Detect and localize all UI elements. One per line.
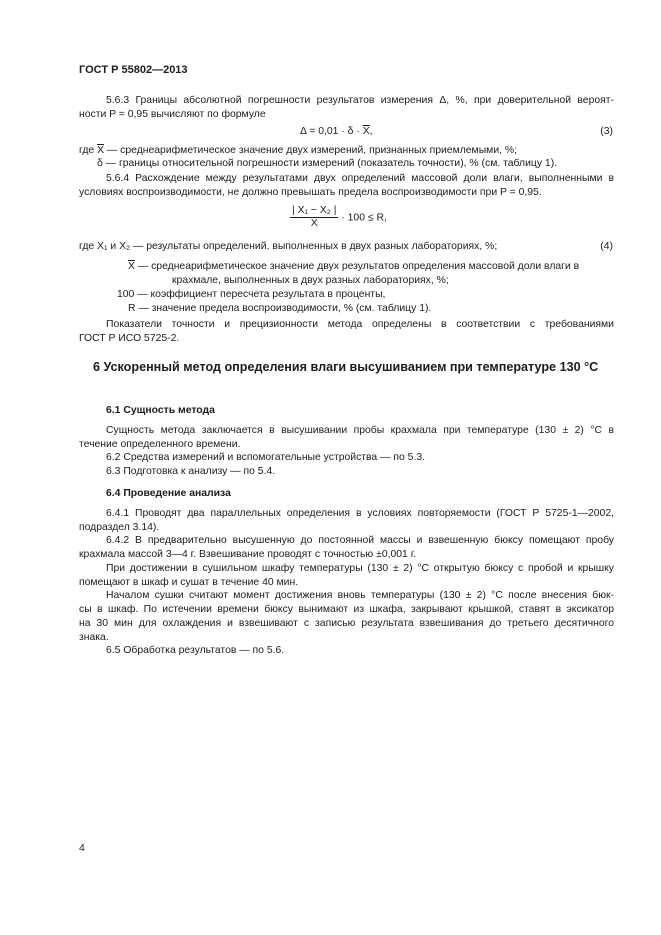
formula-4-fraction (290, 205, 338, 230)
where-3-line2: δ — границы относительной погрешности измерений (показатель точности), % (см. таблицу 1). (97, 158, 558, 169)
where-4-desc2: — среднеарифметическое значение двух результатов определения массовой доли влаги в (134, 261, 580, 272)
start-para-line4: знака. (79, 632, 109, 643)
formula-3 (300, 126, 373, 137)
formula-3-number: (3) (600, 126, 613, 137)
formula-3-lhs: Δ = 0,01 · δ · (300, 126, 363, 137)
subsection-6-4-title: 6.4 Проведение анализа (106, 488, 231, 499)
where-4-line4: 100 — коэффициент пересчета результата в проценты, (117, 289, 386, 300)
formula-4-numerator: | X₁ − X₂ | (292, 205, 337, 216)
formula-4-number: (4) (600, 241, 613, 252)
start-para-line3: на 30 мин для охлаждения и взвешивают с записью результата взвешивания до третьего десятичного (79, 618, 614, 629)
formula-4-denominator: X (310, 218, 318, 229)
clause-5-6-4-line1: 5.6.4 Расхождение между результатами двух определений массовой доли влаги, выполненными в (106, 173, 614, 184)
clause-5-6-3-line1: 5.6.3 Границы абсолютной погрешности результатов измерения Δ, %, при доверительной вероят- (106, 95, 614, 106)
where-3-desc1: — среднеарифметическое значение двух измерений, признанных приемлемыми, %; (104, 145, 518, 156)
where-3-prefix: где (79, 145, 98, 156)
start-para-line2: сы в шкаф. По истечении времени бюксу вынимают из шкафа, закрывают крышкой, ставят в эксикатор (79, 604, 614, 615)
where-4-line1: где X₁ и X₂ — результаты определений, выполненных в двух разных лабораториях, %; (79, 241, 498, 252)
clause-6-4-2-line1: 6.4.2 В предварительно высушенную до постоянной массы и взвешенную бюксу помещают пробу (106, 535, 614, 546)
precision-note-line2: ГОСТ Р ИСО 5725-2. (79, 333, 180, 344)
subsection-6-1-line1: Сущность метода заключается в высушивании пробы крахмала при температуре (130 ± 2) °С в (106, 425, 614, 436)
formula-3-tail: , (369, 126, 373, 137)
page-number: 4 (79, 843, 85, 854)
clause-5-6-3-line2: ности P = 0,95 вычисляют по формуле (79, 109, 266, 120)
clause-5-6-4-line2: условиях воспроизводимости, не должно превышать предела воспроизводимости при P = 0,95. (79, 187, 542, 198)
where-3-mean-x: $\overline{X}$ (97, 145, 104, 156)
subsection-6-3: 6.3 Подготовка к анализу — по 5.4. (106, 466, 276, 477)
subsection-6-5: 6.5 Обработка результатов — по 5.6. (106, 645, 285, 656)
drying-para-line1: При достижении в сушильном шкафу температуры (130 ± 2) °С открытую бюксу с пробой и крышку (106, 563, 614, 574)
clause-6-4-1-line2: подраздел 3.14). (79, 522, 160, 533)
where-3-line1 (79, 144, 614, 158)
precision-note-line1: Показатели точности и прецизионности метода определены в соответствии с требованиями (106, 319, 614, 330)
where-4-line3: крахмале, выполненных в двух разных лабораториях, %; (172, 275, 449, 286)
subsection-6-1-title: 6.1 Сущность метода (106, 405, 215, 416)
subsection-6-2: 6.2 Средства измерений и вспомогательные устройства — по 5.3. (106, 452, 426, 463)
drying-para-line2: помещают в шкаф и сушат в течение 40 мин. (79, 577, 299, 588)
document-header: ГОСТ Р 55802—2013 (79, 64, 188, 76)
where-4-line2 (128, 261, 579, 272)
clause-6-4-1-line1: 6.4.1 Проводят два параллельных определения в условиях повторяемости (ГОСТ Р 5725-1—2002, (106, 508, 614, 519)
section-6-title: 6 Ускоренный метод определения влаги высушиванием при температуре 130 °С (93, 360, 599, 374)
clause-6-4-2-line2: крахмала массой 3—4 г. Взвешивание проводят с точностью ±0,001 г. (79, 549, 417, 560)
where-4-mean-x: $\overline{X}$ (128, 261, 135, 272)
formula-3-mean-x: $\overline{X}$ (362, 126, 370, 137)
formula-4 (290, 205, 387, 230)
formula-4-tail: · 100 ≤ R, (338, 212, 387, 224)
start-para-line1: Началом сушки считают момент достижения вновь температуры (130 ± 2) °С после внесения бюк- (106, 590, 614, 601)
where-4-line5: R — значение предела воспроизводимости, % (см. таблицу 1). (128, 303, 432, 314)
subsection-6-1-line2: течение определенного времени. (79, 439, 241, 450)
